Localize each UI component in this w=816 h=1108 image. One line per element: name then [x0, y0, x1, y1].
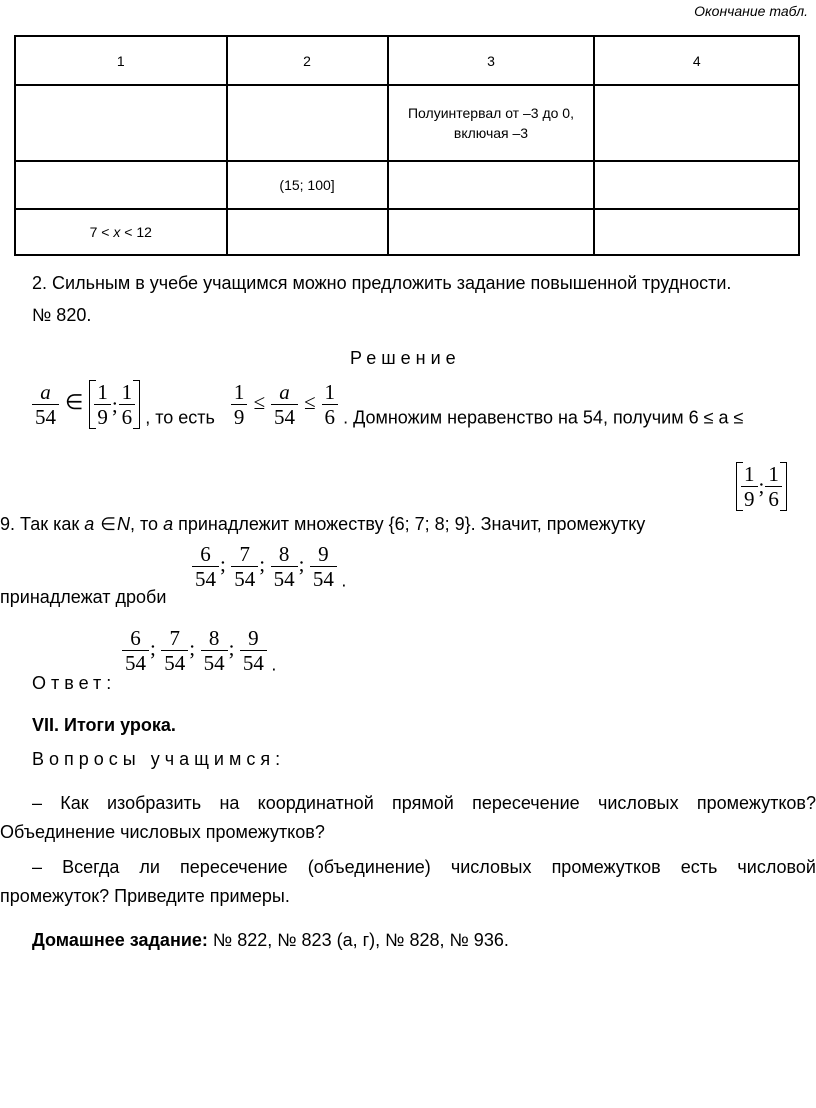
- fraction-denominator: 54: [310, 566, 337, 591]
- table-cell: (15; 100]: [227, 161, 388, 209]
- fraction-denominator: 9: [94, 404, 111, 429]
- fraction-1-9: [741, 462, 758, 511]
- fraction-1-6: [119, 380, 136, 429]
- fraction-numerator: 7: [239, 542, 251, 566]
- fraction-denominator: 54: [32, 404, 59, 429]
- table-cell: [594, 209, 799, 255]
- data-table: [14, 35, 800, 256]
- text-belongs-to-set: принадлежит множеству {6; 7; 8; 9}. Значит, промежутку: [178, 514, 646, 534]
- question-1-line-2: Объединение числовых промежутков?: [0, 822, 325, 842]
- table-row: [15, 85, 799, 161]
- answer-fractions: [122, 626, 276, 676]
- fraction-numerator: a: [279, 380, 290, 404]
- table-cell: [15, 161, 227, 209]
- less-equal-symbol: ≤: [304, 390, 316, 415]
- fraction-1-6: [322, 380, 339, 429]
- fraction-9-54: [240, 626, 267, 675]
- header-cell: 1: [15, 36, 227, 85]
- interval-1-9-1-6: [736, 462, 787, 511]
- separator: ;: [228, 635, 235, 660]
- homework-text: № 822, № 823 (а, г), № 828, № 936.: [207, 930, 509, 950]
- closed-interval: [89, 380, 140, 429]
- period: .: [271, 654, 277, 675]
- text-to: , то: [129, 514, 159, 534]
- fraction-denominator: 54: [192, 566, 219, 591]
- fraction-denominator: 6: [322, 404, 339, 429]
- period: .: [341, 570, 347, 591]
- table-cell: [227, 209, 388, 255]
- solution-line-1: [32, 380, 816, 429]
- separator: ;: [189, 635, 196, 660]
- cell-text: Полуинтервал от –3 до 0, включая –3: [407, 105, 574, 141]
- table-cell: [594, 85, 799, 161]
- fraction-1-9: [231, 380, 248, 429]
- variable-n: N: [116, 514, 130, 534]
- variable-a: a: [84, 514, 95, 534]
- colon: :: [275, 749, 281, 769]
- fraction-numerator: 1: [97, 380, 108, 404]
- fraction-7-54: [161, 626, 188, 675]
- text-tak-kak: 9. Так как: [0, 514, 80, 534]
- fraction-9-54: [310, 542, 337, 591]
- fraction-a-54: [271, 380, 298, 429]
- text-to-est: , то есть: [145, 407, 215, 428]
- section-title-summary: VII. Итоги урока.: [32, 715, 176, 735]
- fraction-numerator: 1: [233, 380, 245, 404]
- paragraph-2: 2. Сильным в учебе учащимся можно предложить задание повышенной трудности.: [32, 273, 732, 293]
- homework: [32, 929, 509, 951]
- questions-label: Вопросы учащимся: [32, 749, 276, 769]
- fraction-1-9: [94, 380, 111, 429]
- table-row: [15, 161, 799, 209]
- table-cell: [388, 85, 595, 161]
- solution-line-2: [0, 513, 645, 535]
- variable-a: a: [163, 514, 174, 534]
- fraction-a-54: [32, 380, 59, 429]
- table-caption: Окончание табл.: [694, 3, 808, 19]
- question-2-line-2: промежуток? Приведите примеры.: [0, 886, 290, 906]
- text-multiply-inequality: . Домножим неравенство на 54, получим 6 ≤ a ≤: [343, 407, 744, 428]
- fraction-1-6: [765, 462, 782, 511]
- fraction-denominator: 6: [765, 486, 782, 511]
- table-cell: [388, 209, 595, 255]
- fraction-numerator: 1: [744, 462, 755, 486]
- header-cell: 3: [388, 36, 595, 85]
- fraction-denominator: 54: [271, 566, 298, 591]
- fraction-numerator: 6: [200, 542, 211, 566]
- table-cell: [15, 85, 227, 161]
- table-cell: [227, 85, 388, 161]
- text-fractions-belong: принадлежат дроби: [0, 587, 167, 607]
- fraction-denominator: 54: [201, 650, 228, 675]
- question-1-line-1: – Как изобразить на координатной прямой пересечение числовых промежутков?: [32, 793, 816, 813]
- answer-label: Ответ:: [32, 673, 117, 693]
- fraction-numerator: a: [40, 380, 51, 404]
- fraction-numerator: 1: [768, 462, 779, 486]
- fraction-list: [192, 542, 346, 592]
- separator: ;: [259, 551, 266, 576]
- less-equal-symbol: ≤: [253, 390, 265, 415]
- fraction-denominator: 9: [741, 486, 758, 511]
- fraction-8-54: [271, 542, 298, 591]
- questions-heading: [32, 748, 280, 770]
- homework-label: Домашнее задание:: [32, 930, 208, 950]
- separator: ;: [111, 392, 118, 417]
- closed-interval: [736, 462, 787, 511]
- fraction-numerator: 6: [130, 626, 141, 650]
- header-cell: 2: [227, 36, 388, 85]
- fraction-denominator: 9: [231, 404, 248, 429]
- element-of-symbol: ∈: [65, 390, 84, 415]
- task-number: № 820.: [32, 305, 92, 325]
- fraction-8-54: [201, 626, 228, 675]
- fraction-denominator: 54: [271, 404, 298, 429]
- fraction-denominator: 6: [119, 404, 136, 429]
- separator: ;: [150, 635, 156, 660]
- separator: ;: [298, 551, 305, 576]
- element-of-symbol: ∈: [100, 514, 116, 534]
- fraction-numerator: 1: [121, 380, 133, 404]
- fraction-numerator: 9: [318, 542, 329, 566]
- fraction-numerator: 8: [278, 542, 290, 566]
- table-cell: [388, 161, 595, 209]
- fraction-6-54: [192, 542, 219, 591]
- fraction-numerator: 9: [248, 626, 259, 650]
- separator: ;: [220, 551, 226, 576]
- table-row: [15, 209, 799, 255]
- fraction-7-54: [231, 542, 258, 591]
- fraction-denominator: 54: [161, 650, 188, 675]
- separator: ;: [758, 474, 765, 498]
- table-cell: 7 < x < 12: [15, 209, 227, 255]
- fraction-denominator: 54: [231, 566, 258, 591]
- fraction-denominator: 54: [122, 650, 149, 675]
- fraction-numerator: 1: [324, 380, 336, 404]
- fraction-denominator: 54: [240, 650, 267, 675]
- question-2-line-1: – Всегда ли пересечение (объединение) числовых промежутков есть числовой: [32, 857, 816, 877]
- table-header-row: [15, 36, 799, 85]
- fraction-6-54: [122, 626, 149, 675]
- fraction-numerator: 7: [169, 626, 181, 650]
- solution-heading: Решение: [350, 348, 461, 368]
- fraction-numerator: 8: [208, 626, 220, 650]
- header-cell: 4: [594, 36, 799, 85]
- table-cell: [594, 161, 799, 209]
